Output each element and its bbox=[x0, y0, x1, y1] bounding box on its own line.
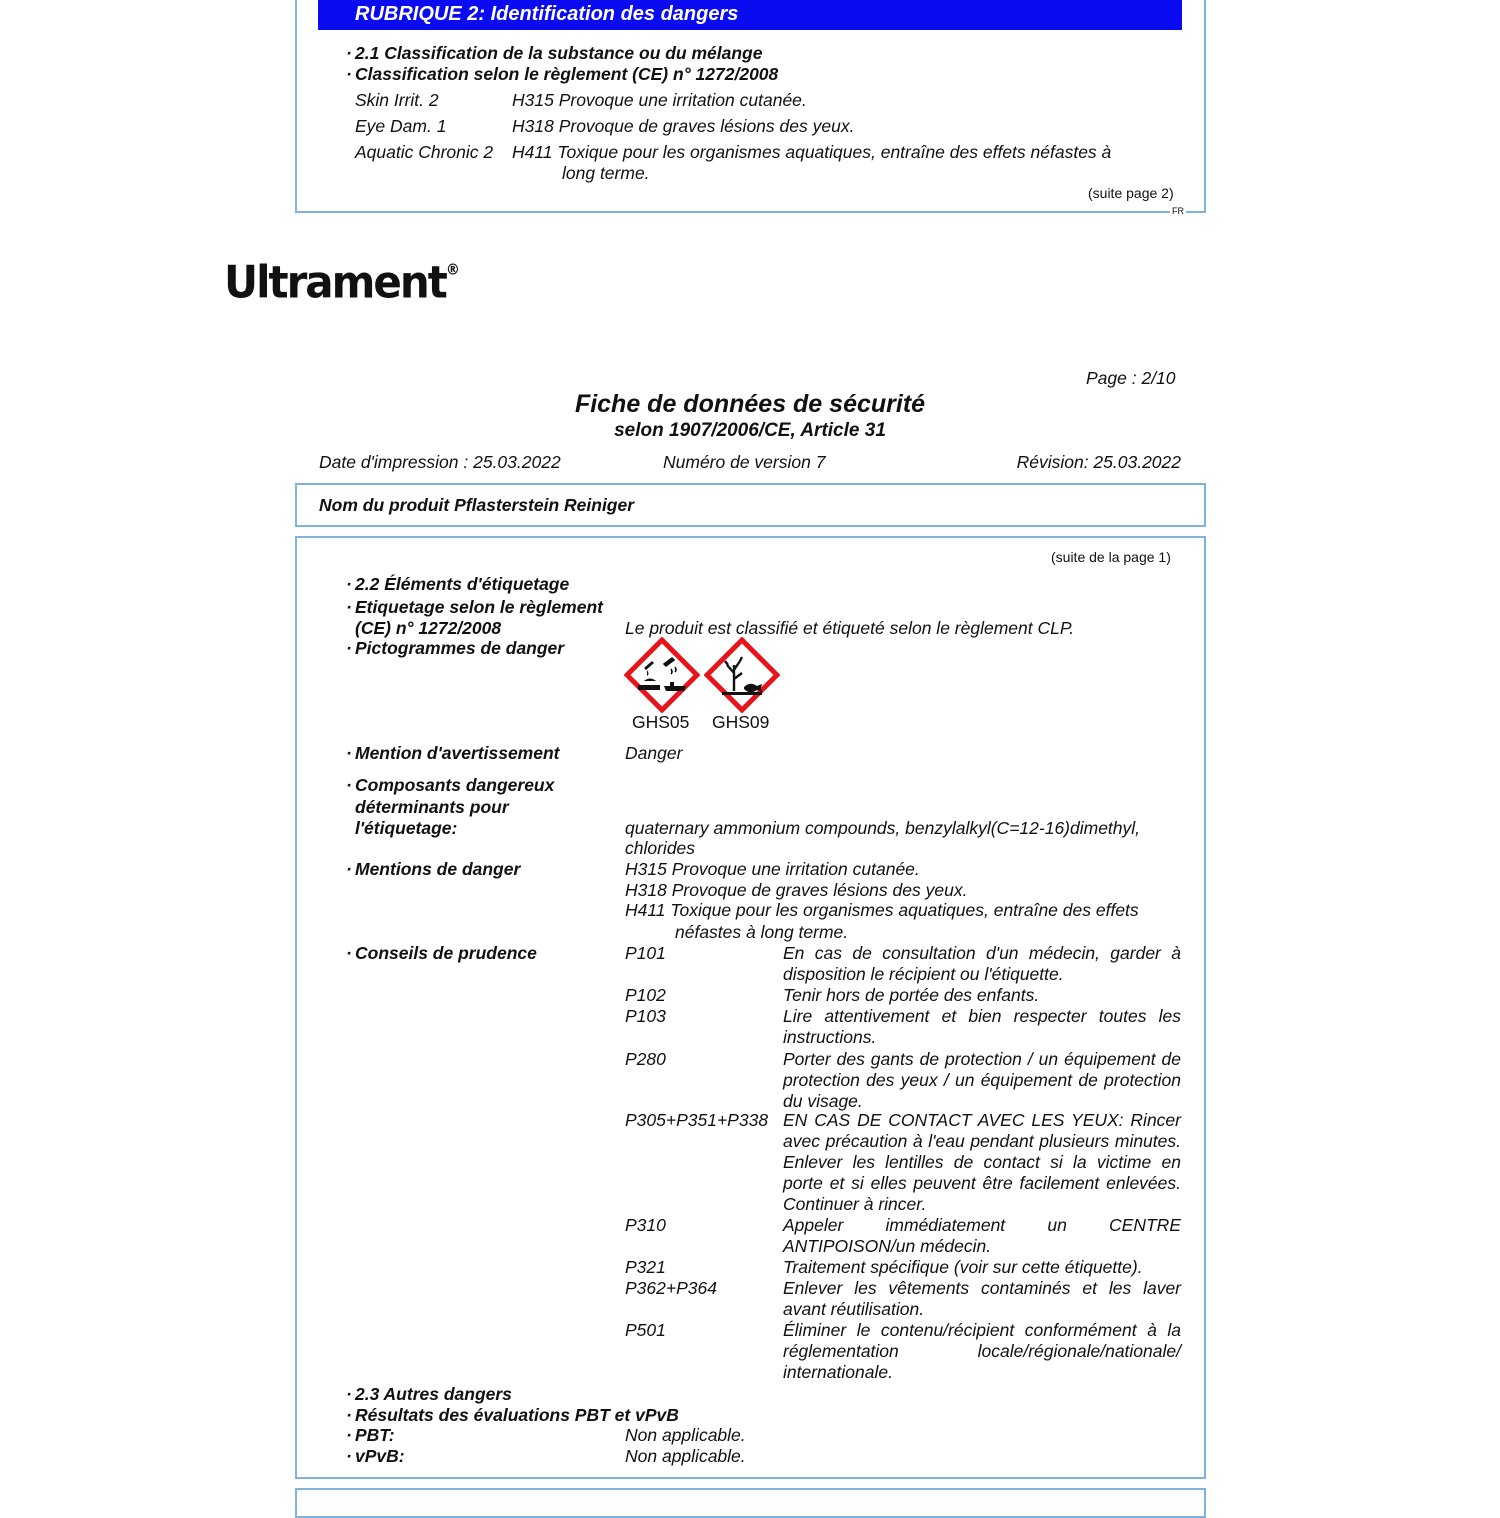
lang-marker: FR bbox=[1172, 206, 1184, 216]
value-mention-avertissement: Danger bbox=[625, 743, 683, 763]
p321-code: P321 bbox=[625, 1257, 666, 1277]
heading-pbt-vpvb: · Résultats des évaluations PBT et vPvB bbox=[355, 1405, 679, 1426]
p103-text: Lire attentivement et bien respecter toutes les instructions. bbox=[783, 1006, 1181, 1047]
document-title: Fiche de données de sécurité bbox=[574, 390, 926, 418]
p305-code: P305+P351+P338 bbox=[625, 1110, 769, 1130]
p362-text: Enlever les vêtements contaminés et les laver avant réutilisation. bbox=[783, 1278, 1181, 1319]
label-etiquetage: · Etiquetage selon le règlement bbox=[355, 597, 603, 618]
label-mention-avertissement: · Mention d'avertissement bbox=[355, 743, 560, 764]
p280-text: Porter des gants de protection / un équipement de protection des yeux / un équipement de protection du visage. bbox=[783, 1049, 1181, 1111]
heading-2-3: · 2.3 Autres dangers bbox=[355, 1384, 512, 1405]
hazard-h318: H318 Provoque de graves lésions des yeux. bbox=[625, 880, 968, 900]
heading-2-2: · 2.2 Éléments d'étiquetage bbox=[355, 574, 569, 595]
p102-text: Tenir hors de portée des enfants. bbox=[783, 985, 1040, 1005]
label-pbt: · PBT: bbox=[355, 1425, 395, 1446]
p310-code: P310 bbox=[625, 1215, 666, 1235]
p101-text: En cas de consultation d'un médecin, garder à disposition le récipient ou l'étiquette. bbox=[783, 943, 1181, 984]
class-code-skin: Skin Irrit. 2 bbox=[355, 90, 439, 110]
value-vpvb: Non applicable. bbox=[625, 1446, 746, 1466]
class-text-skin: H315 Provoque une irritation cutanée. bbox=[512, 90, 807, 110]
page-number: Page : 2/10 bbox=[1086, 368, 1176, 388]
label-composants-3: l'étiquetage: bbox=[355, 818, 458, 838]
suite-de-page-1: (suite de la page 1) bbox=[1051, 549, 1171, 565]
ghs05-label: GHS05 bbox=[632, 712, 690, 732]
class-code-eye: Eye Dam. 1 bbox=[355, 116, 447, 136]
product-name: Nom du produit Pflasterstein Reiniger bbox=[319, 495, 635, 515]
corrosion-icon bbox=[624, 637, 700, 713]
document-subtitle: selon 1907/2006/CE, Article 31 bbox=[614, 420, 886, 441]
hazard-h315: H315 Provoque une irritation cutanée. bbox=[625, 859, 920, 879]
revision-date: Révision: 25.03.2022 bbox=[1016, 452, 1181, 472]
class-code-aquatic: Aquatic Chronic 2 bbox=[355, 142, 494, 162]
hazard-h411-cont: néfastes à long terme. bbox=[675, 922, 849, 942]
label-composants: · Composants dangereux bbox=[355, 775, 554, 796]
class-text-aquatic: H411 Toxique pour les organismes aquatiques, entraîne des effets néfastes à bbox=[512, 142, 1112, 162]
value-pbt: Non applicable. bbox=[625, 1425, 746, 1445]
heading-classification: · Classification selon le règlement (CE) n° 1272/2008 bbox=[355, 64, 778, 85]
value-etiquetage: Le produit est classifié et étiqueté selon le règlement CLP. bbox=[625, 618, 1075, 638]
p362-code: P362+P364 bbox=[625, 1278, 717, 1298]
ultrament-logo: Ultrament® bbox=[224, 256, 460, 309]
print-date: Date d'impression : 25.03.2022 bbox=[319, 452, 561, 472]
p102-code: P102 bbox=[625, 985, 666, 1005]
label-vpvb: · vPvB: bbox=[355, 1446, 405, 1467]
ghs09-label: GHS09 bbox=[712, 712, 770, 732]
p305-text: EN CAS DE CONTACT AVEC LES YEUX: Rincer avec précaution à l'eau pendant plusieurs minutes. Enlever les lentilles de contact si la victime en porte et si elles peuvent être facilement enlevées. Continuer à rincer. bbox=[783, 1110, 1181, 1214]
hazard-h411: H411 Toxique pour les organismes aquatiques, entraîne des effets bbox=[625, 900, 1139, 920]
label-composants-2: déterminants pour bbox=[355, 797, 509, 817]
p321-text: Traitement spécifique (voir sur cette étiquette). bbox=[783, 1257, 1143, 1277]
label-conseils-prudence: · Conseils de prudence bbox=[355, 943, 537, 964]
label-pictogrammes: · Pictogrammes de danger bbox=[355, 638, 564, 659]
p310-text: Appeler immédiatement un CENTRE ANTIPOISON/un médecin. bbox=[783, 1215, 1181, 1256]
p501-text: Éliminer le contenu/récipient conformément à la réglementation locale/régionale/nationale/ internationale. bbox=[783, 1320, 1181, 1382]
next-section-frame bbox=[295, 1488, 1206, 1518]
p280-code: P280 bbox=[625, 1049, 666, 1069]
class-text-eye: H318 Provoque de graves lésions des yeux. bbox=[512, 116, 855, 136]
environment-icon bbox=[704, 637, 780, 713]
heading-2-1: · 2.1 Classification de la substance ou du mélange bbox=[355, 43, 762, 64]
p101-code: P101 bbox=[625, 943, 666, 963]
p501-code: P501 bbox=[625, 1320, 666, 1340]
version-number: Numéro de version 7 bbox=[663, 452, 826, 472]
suite-page-2: (suite page 2) bbox=[1088, 185, 1174, 201]
value-composants: quaternary ammonium compounds, benzylalkyl(C=12-16)dimethyl, bbox=[625, 818, 1141, 838]
section-banner: RUBRIQUE 2: Identification des dangers bbox=[318, 0, 1182, 30]
class-text-aquatic-cont: long terme. bbox=[562, 163, 650, 183]
p103-code: P103 bbox=[625, 1006, 666, 1026]
value-composants-2: chlorides bbox=[625, 838, 696, 858]
label-etiquetage-2: (CE) n° 1272/2008 bbox=[355, 618, 502, 638]
label-mentions-danger: · Mentions de danger bbox=[355, 859, 520, 880]
